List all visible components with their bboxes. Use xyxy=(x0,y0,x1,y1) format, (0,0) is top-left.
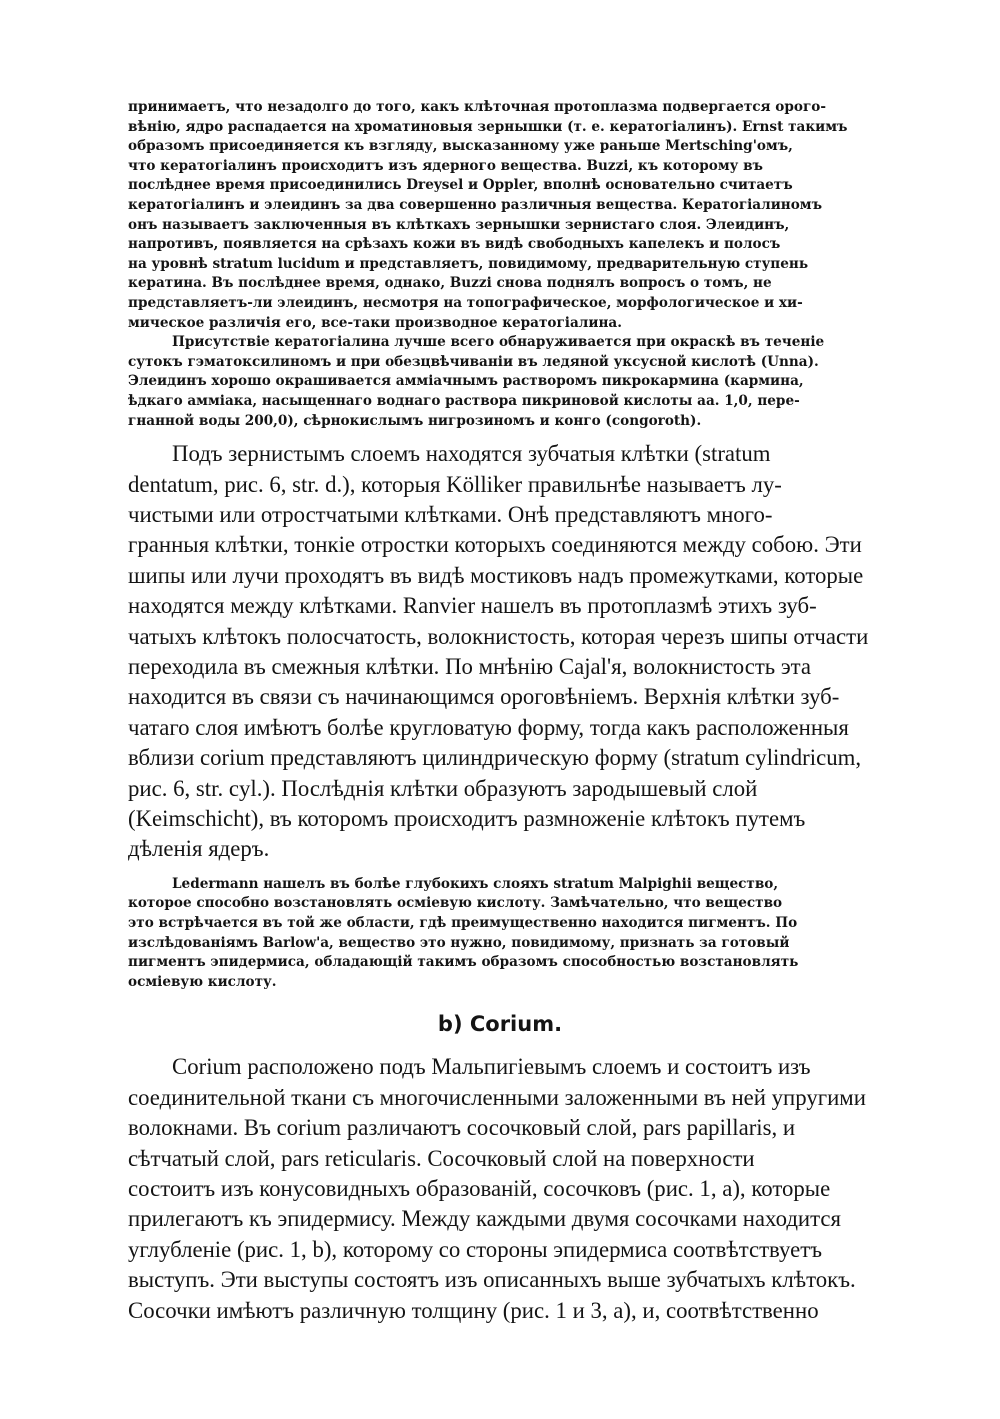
text-line: дѣленія ядеръ. xyxy=(128,836,270,862)
spacer xyxy=(128,431,872,439)
text-line: чатыхъ клѣтокъ полосчатость, волокнистость, которая черезъ шипы отчасти xyxy=(128,623,869,649)
text-line: ѣдкаго аммiака, насыщеннаго воднаго раствора пикриновой кислоты аа. 1,0, пере- xyxy=(128,392,800,409)
spacer xyxy=(128,865,872,875)
text-line: представляетъ-ли элеидинъ, несмотря на топографическое, морфологическое и хи- xyxy=(128,294,803,311)
text-line: Ledermann нашелъ въ болѣе глубокихъ слояхъ stratum Malpighii вещество, xyxy=(172,875,779,892)
text-line: осміевую кислоту. xyxy=(128,973,277,990)
text-line: гнанной воды 200,0), сѣрнокислымъ нигрозиномъ и конго (congoroth). xyxy=(128,412,702,429)
paragraph-ledermann xyxy=(128,875,872,993)
text-line: шипы или лучи проходятъ въ видѣ мостиковъ надъ промежутками, которые xyxy=(128,562,864,588)
text-line: онъ называетъ заключенныя въ клѣткахъ зернышки зернистаго слоя. Элеидинъ, xyxy=(128,216,790,233)
text-line: Corium расположено подъ Мальпигіевымъ слоемъ и состоитъ изъ xyxy=(172,1054,811,1080)
paragraph-corium xyxy=(128,1052,872,1326)
text-line: волокнами. Въ corium различаютъ сосочковый слой, pars papillaris, и xyxy=(128,1115,796,1141)
text-line: прилегаютъ къ эпидермису. Между каждыми двумя сосочками находится xyxy=(128,1206,841,1232)
paragraph-stratum-dentatum xyxy=(128,439,872,865)
text-line: сѣтчатый слой, pars reticularis. Сосочковый слой на поверхности xyxy=(128,1145,755,1171)
text-line: находится въ связи съ начинающимся ороговѣніемъ. Верхнія клѣтки зуб- xyxy=(128,684,840,710)
text-line: dentatum, рис. 6, str. d.), которыя Kölliker правильнѣе называетъ лу- xyxy=(128,471,782,497)
text-line: послѣднее время присоединились Dreysel и Oppler, вполнѣ основательно считаетъ xyxy=(128,177,793,194)
paragraph-staining xyxy=(128,333,872,431)
text-line: на уровнѣ stratum lucidum и представляетъ, повидимому, предварительную ступень xyxy=(128,255,809,272)
text-line: что кератогіалинъ происходитъ изъ ядерного вещества. Buzzi, къ которому въ xyxy=(128,157,763,174)
text-line: находятся между клѣтками. Ranvier нашелъ въ протоплазмѣ этихъ зуб- xyxy=(128,593,817,619)
text-line: образомъ присоединяется къ взгляду, высказанному уже раньше Mertsching'омъ, xyxy=(128,138,793,155)
text-line: кератогіалинъ и элеидинъ за два совершенно различныя вещества. Кератогіалиномъ xyxy=(128,196,823,213)
text-line: чатаго слоя имѣютъ болѣе кругловатую форму, тогда какъ расположенныя xyxy=(128,714,849,740)
text-line: сутокъ гэматоксилиномъ и при обезцвѣчиваніи въ ледяной уксусной кислотѣ (Unna). xyxy=(128,353,819,370)
text-line: пигментъ эпидермиса, обладающій такимъ образомъ способностью возстановлять xyxy=(128,954,799,971)
paragraph-keratohyalin xyxy=(128,98,872,333)
text-line: Подъ зернистымъ слоемъ находятся зубчатыя клѣтки (stratum xyxy=(172,441,771,467)
text-line: принимаетъ, что незадолго до того, какъ клѣточная протоплазма подвергается орого- xyxy=(128,99,826,115)
text-line: Присутствіе кератогіалина лучше всего обнаруживается при окраскѣ въ теченіе xyxy=(172,334,825,351)
text-line: которое способно возстановлять осміевую кислоту. Замѣчательно, что вещество xyxy=(128,895,783,912)
text-line: гранныя клѣтки, тонкіе отростки которыхъ соединяются между собою. Эти xyxy=(128,532,862,558)
text-line: переходила въ смежныя клѣтки. По мнѣнію Cajal'я, волокнистость эта xyxy=(128,653,812,679)
text-line: Элеидинъ хорошо окрашивается аммiачнымъ растворомъ пикрокармина (кармина, xyxy=(128,373,804,390)
text-line: чистыми или отростчатыми клѣтками. Онѣ представляютъ много- xyxy=(128,501,773,527)
text-line: напротивъ, появляется на срѣзахъ кожи въ видѣ свободныхъ капелекъ и полосъ xyxy=(128,236,781,253)
text-line: вѣнію, ядро распадается на хроматиновыя зернышки (т. е. кератогіалинъ). Ernst такимъ xyxy=(128,118,848,135)
text-line: (Keimschicht), въ которомъ происходитъ размноженіе клѣтокъ путемъ xyxy=(128,805,806,831)
text-line: выступъ. Эти выступы состоятъ изъ описанныхъ выше зубчатыхъ клѣтокъ. xyxy=(128,1267,856,1293)
text-line: Сосочки имѣютъ различную толщину (рис. 1 и 3, a), и, соотвѣтственно xyxy=(128,1297,819,1323)
text-line: рис. 6, str. cyl.). Послѣднія клѣтки образуютъ зародышевый слой xyxy=(128,775,758,801)
text-line: состоитъ изъ конусовидныхъ образованій, сосочковъ (рис. 1, a), которые xyxy=(128,1175,831,1201)
text-line: соединительной ткани съ многочисленными заложенными въ ней упругими xyxy=(128,1084,866,1110)
text-line: мическое различія его, все-таки производное кератогіалина. xyxy=(128,314,622,331)
section-heading: b) Corium. xyxy=(437,1012,563,1037)
text-line: кератина. Въ послѣднее время, однако, Buzzi снова поднялъ вопросъ о томъ, не xyxy=(128,275,772,292)
text-line: это встрѣчается въ той же области, гдѣ преимущественно находится пигментъ. По xyxy=(128,914,798,931)
text-line: изслѣдованіямъ Barlow'а, вещество это нужно, повидимому, признать за готовый xyxy=(128,934,790,951)
text-line: вблизи corium представляютъ цилиндрическую форму (stratum cylindricum, xyxy=(128,745,862,771)
text-line: углубленіе (рис. 1, b), которому со стороны эпидермиса соотвѣтствуетъ xyxy=(128,1236,822,1262)
